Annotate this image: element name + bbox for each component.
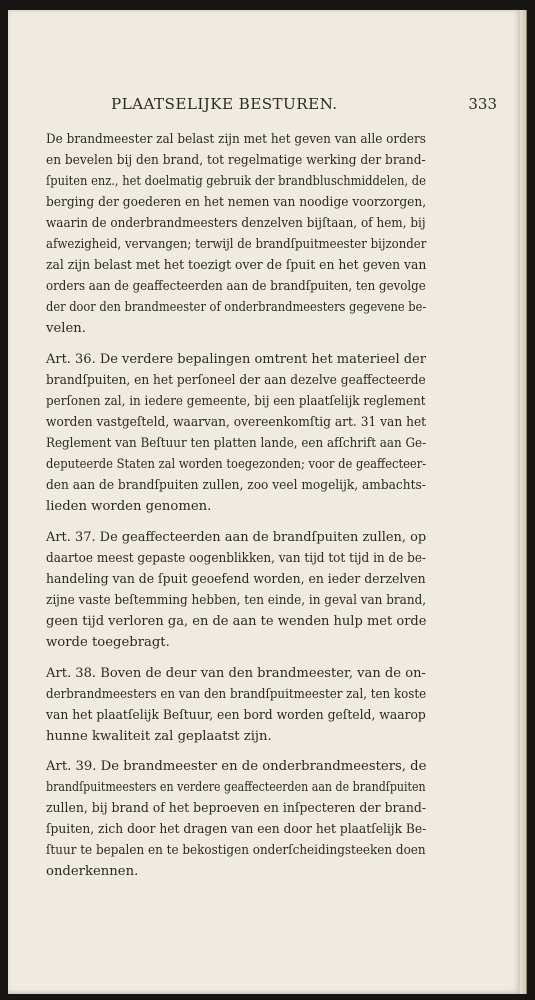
text-line: en bevelen bij den brand, tot regelmatige werking der brand- (46, 153, 426, 168)
text-line: zullen, bij brand of het beproeven en inſpecteren der brand- (46, 801, 427, 816)
text-line: van het plaatſelijk Beſtuur, een bord worden geſteld, waarop (46, 708, 426, 723)
text-line: lieden worden genomen. (46, 499, 212, 514)
text-line: Art. 38. Boven de deur van den brandmeester, van de on- (46, 666, 426, 681)
text-line: deputeerde Staten zal worden toegezonden; voor de geaffecteer- (46, 457, 427, 472)
text-line: Reglement van Beſtuur ten platten lande, een afſchrift aan Ge- (46, 436, 427, 451)
text-line: ſpuiten, zich door het dragen van een door het plaatſelijk Be- (46, 822, 427, 837)
text-line: zal zijn belast met het toezigt over de ſpuit en het geven van (46, 258, 427, 273)
page-number: 333 (468, 95, 497, 113)
text-line: worde toegebragt. (46, 635, 170, 650)
text-line: Art. 39. De brandmeester en de onderbrandmeesters, de (46, 759, 427, 774)
text-line: derbrandmeesters en van den brandſpuitmeester zal, ten koste (46, 687, 427, 702)
text-line: brandſpuiten, en het perſoneel der aan dezelve geaffecteerde (46, 373, 426, 388)
text-line: ſpuiten enz., het doelmatig gebruik der brandbluschmiddelen, de (46, 174, 426, 189)
text-line: velen. (46, 321, 86, 336)
text-line: waarin de onderbrandmeesters denzelven bijſtaan, of hem, bij (46, 216, 426, 231)
text-line: perſonen zal, in iedere gemeente, bij een plaatſelijk reglement (46, 394, 426, 409)
text-line: geen tijd verloren ga, en de aan te wenden hulp met orde (46, 614, 427, 629)
text-line: den aan de brandſpuiten zullen, zoo veel mogelijk, ambachts- (46, 478, 426, 493)
text-line: daartoe meest gepaste oogenblikken, van tijd tot tijd in de be- (46, 551, 427, 566)
page-edge (520, 10, 527, 994)
text-line: De brandmeester zal belast zijn met het geven van alle orders (46, 132, 426, 147)
text-line: Art. 37. De geaffecteerden aan de brandſpuiten zullen, op (46, 530, 427, 545)
page-header (8, 95, 520, 119)
text-line: ſtuur te bepalen en te bekostigen onderſcheidingsteeken doen (46, 843, 426, 858)
text-line: orders aan de geaffecteerden aan de brandſpuiten, ten gevolge (46, 279, 426, 294)
text-line: handeling van de ſpuit geoefend worden, en ieder derzelven (46, 572, 426, 587)
running-head: PLAATSELIJKE BESTUREN. (111, 95, 338, 113)
text-line: der door den brandmeester of onderbrandmeesters gegevene be- (46, 300, 427, 315)
text-line: worden vastgeſteld, waarvan, overeenkomſtig art. 31 van het (46, 415, 427, 430)
text-line: onderkennen. (46, 864, 139, 879)
text-line: berging der goederen en het nemen van noodige voorzorgen, (46, 195, 427, 210)
text-line: Art. 36. De verdere bepalingen omtrent het materieel der (46, 352, 426, 367)
text-line: brandſpuitmeesters en verdere geaffecteerden aan de brandſpuiten (46, 780, 426, 795)
book-page (8, 10, 521, 994)
text-line: hunne kwaliteit zal geplaatst zijn. (46, 729, 272, 744)
text-line: afwezigheid, vervangen; terwijl de brandſpuitmeester bijzonder (46, 237, 427, 252)
text-line: zijne vaste beſtemming hebben, ten einde, in geval van brand, (46, 593, 427, 608)
